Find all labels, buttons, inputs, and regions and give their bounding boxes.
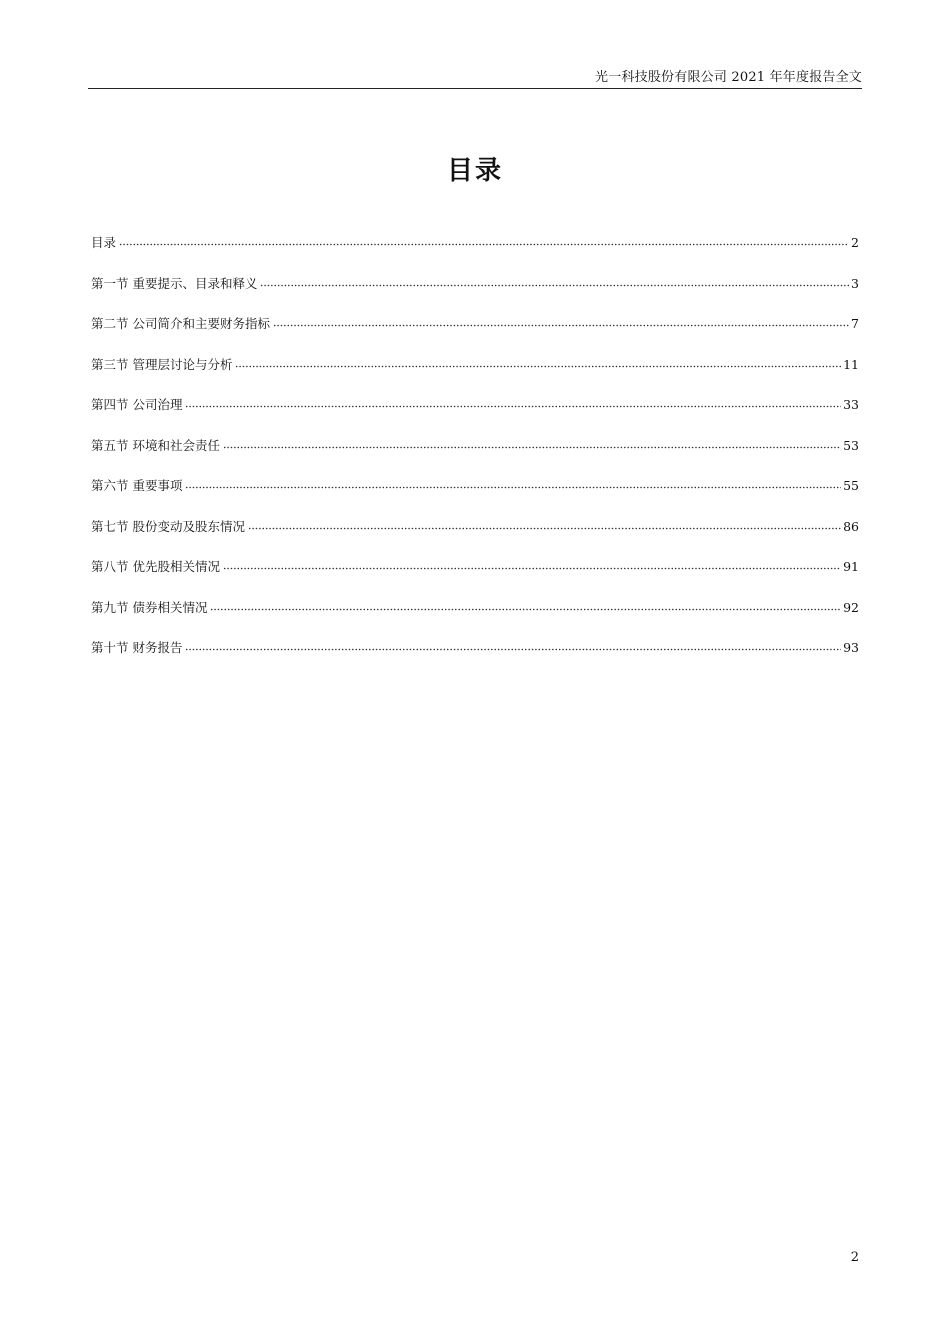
toc-dot-leader (260, 275, 849, 287)
header-rule (88, 88, 862, 89)
toc-entry-page: 53 (843, 437, 859, 453)
toc-entry-section-7[interactable] (91, 518, 859, 559)
toc-entry-page: 7 (851, 316, 859, 331)
toc-entry-label: 第九节 债券相关情况 (91, 599, 208, 615)
toc-entry-contents[interactable] (91, 234, 859, 275)
toc-entry-label: 第六节 重要事项 (91, 478, 183, 493)
toc-entry-page: 11 (843, 356, 859, 372)
toc-dot-leader (185, 396, 841, 408)
toc-entry-section-1[interactable] (91, 275, 859, 316)
toc-entry-page: 86 (843, 518, 859, 534)
toc-entry-label: 第三节 管理层讨论与分析 (91, 356, 233, 372)
toc-entry-label: 第七节 股份变动及股东情况 (91, 518, 245, 534)
toc-entry-page: 3 (851, 275, 859, 291)
toc-entry-label: 第八节 优先股相关情况 (91, 559, 220, 574)
toc-entry-page: 93 (843, 640, 859, 655)
toc-dot-leader (210, 599, 841, 611)
toc-entry-label: 第二节 公司简介和主要财务指标 (91, 316, 270, 331)
toc-entry-label: 第一节 重要提示、目录和释义 (91, 275, 258, 291)
toc-entry-section-3[interactable] (91, 356, 859, 397)
toc-entry-section-4[interactable] (91, 396, 859, 437)
toc-entry-section-2[interactable] (91, 315, 859, 356)
toc-dot-leader (185, 477, 841, 489)
toc-entry-label: 目录 (91, 235, 117, 250)
toc-entry-section-5[interactable] (91, 437, 859, 478)
toc-dot-leader (273, 315, 849, 327)
toc-entry-section-10[interactable] (91, 639, 859, 680)
toc-dot-leader (223, 558, 841, 570)
toc-entry-section-9[interactable] (91, 599, 859, 640)
toc-entry-page: 33 (843, 397, 859, 412)
page-title: 目录 (446, 156, 503, 186)
toc-entry-page: 55 (843, 478, 859, 493)
toc-entry-page: 91 (843, 559, 859, 574)
toc-entry-label: 第十节 财务报告 (91, 640, 183, 655)
toc-entry-section-6[interactable] (91, 477, 859, 518)
toc-dot-leader (119, 234, 849, 246)
toc-entry-page: 92 (843, 599, 859, 615)
toc-dot-leader (223, 437, 841, 449)
toc-entry-page: 2 (851, 235, 859, 250)
running-header: 光一科技股份有限公司 2021 年年度报告全文 (595, 70, 862, 85)
toc-dot-leader (248, 518, 841, 530)
toc-entry-label: 第四节 公司治理 (91, 397, 183, 412)
page-number: 2 (850, 1250, 859, 1265)
table-of-contents (91, 234, 859, 680)
toc-dot-leader (235, 356, 841, 368)
toc-entry-label: 第五节 环境和社会责任 (91, 437, 220, 453)
toc-entry-section-8[interactable] (91, 558, 859, 599)
toc-dot-leader (185, 639, 841, 651)
